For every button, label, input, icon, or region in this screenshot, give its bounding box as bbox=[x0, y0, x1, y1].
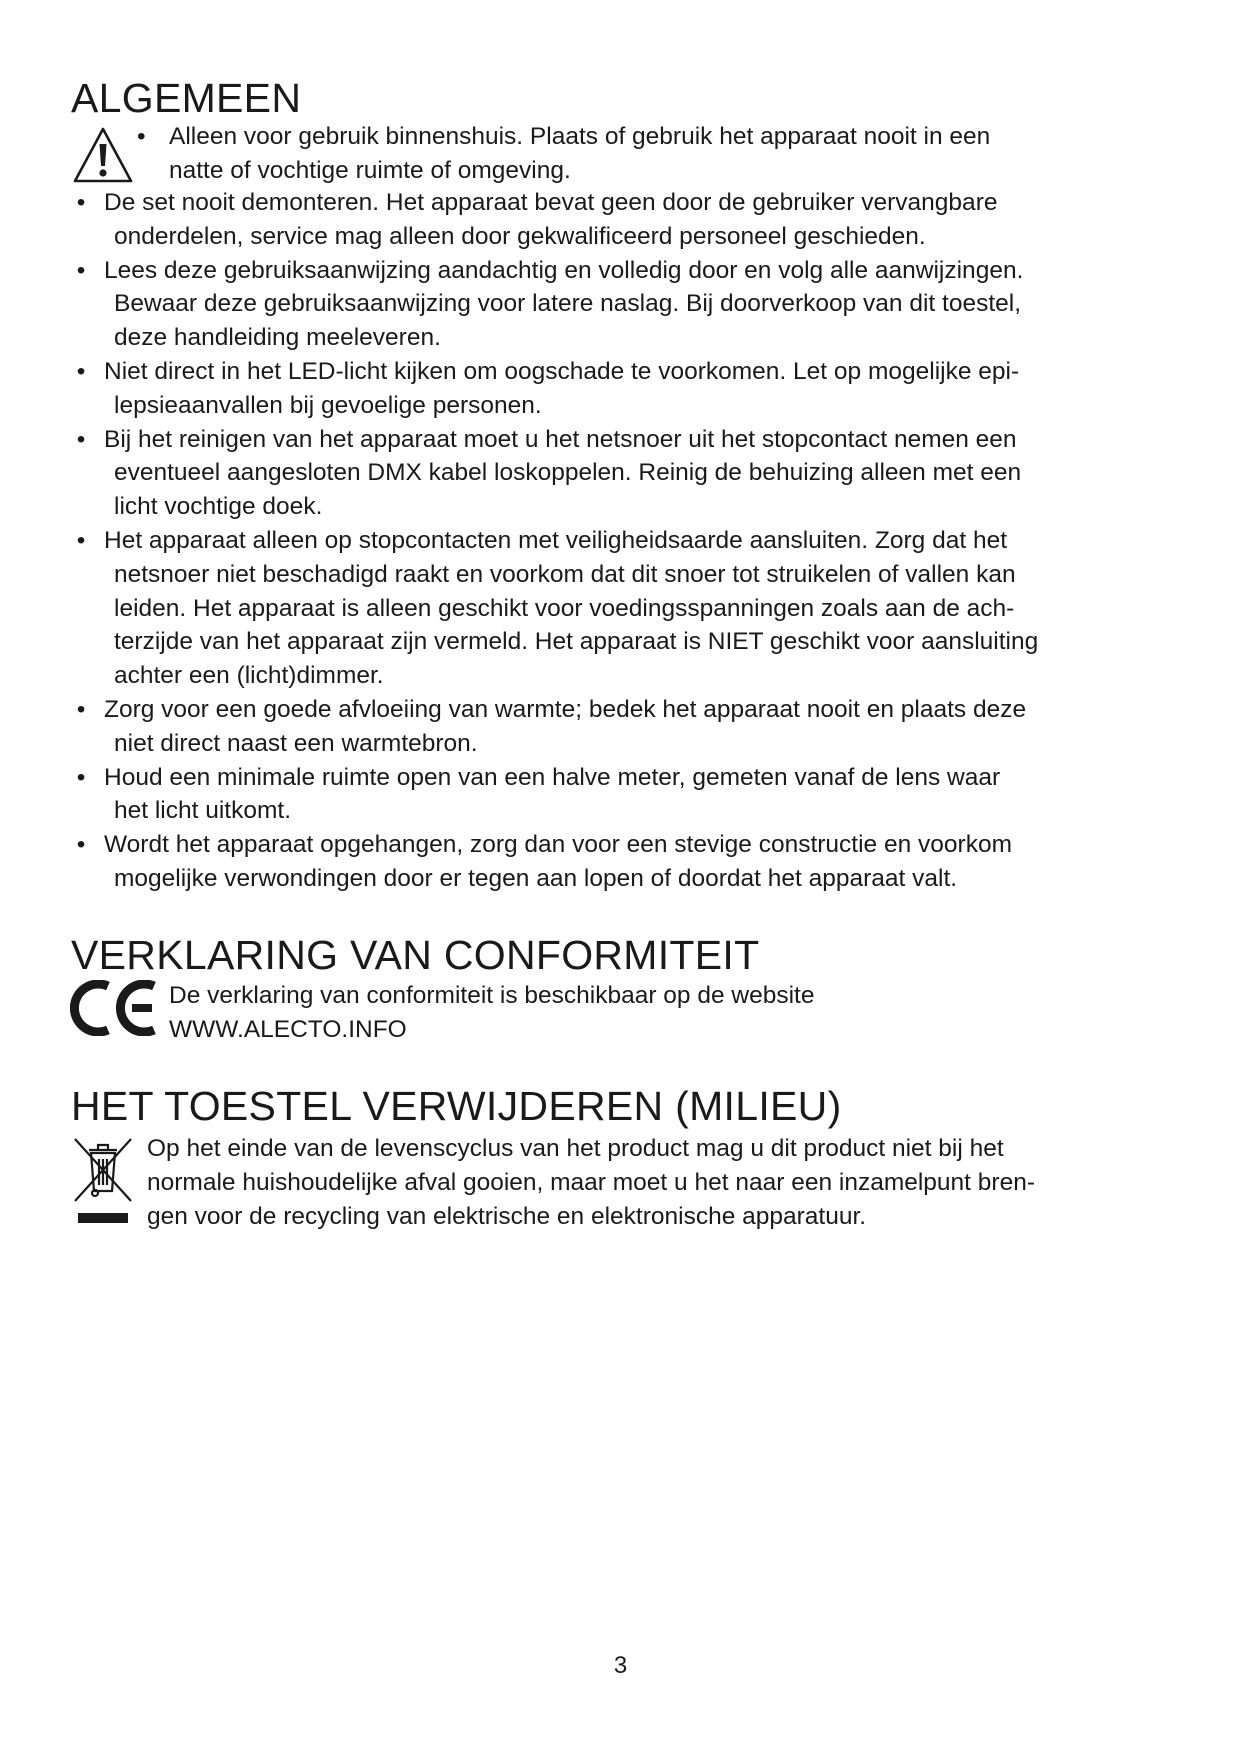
list-item-line: lepsieaanvallen bij gevoelige personen. bbox=[114, 391, 542, 419]
list-item-line: Bewaar deze gebruiksaanwijzing voor latere naslag. Bij doorverkoop van dit toestel, bbox=[114, 290, 1022, 318]
environment-text bbox=[147, 1132, 1187, 1233]
list-item-line: leiden. Het apparaat is alleen geschikt voor voedingsspanningen zoals aan de ach- bbox=[114, 594, 1015, 622]
list-item bbox=[71, 355, 1191, 423]
bullet: • bbox=[76, 425, 86, 453]
list-item-line: niet direct naast een warmtebron. bbox=[114, 729, 478, 757]
warning-triangle-icon bbox=[72, 126, 134, 184]
list-item-line: De set nooit demonteren. Het apparaat bevat geen door de gebruiker vervangbare bbox=[104, 189, 998, 216]
website-text: WWW.ALECTO.INFO bbox=[169, 1015, 407, 1043]
conformity-line: De verklaring van conformiteit is beschikbaar op de website bbox=[169, 982, 815, 1009]
list-item-line: eventueel aangesloten DMX kabel loskoppelen. Reinig de behuizing alleen met een bbox=[114, 459, 1022, 487]
list-item-line: het licht uitkomt. bbox=[114, 797, 292, 825]
list-item bbox=[71, 423, 1191, 524]
list-item-line: Lees deze gebruiksaanwijzing aandachtig en volledig door en volg alle aanwijzingen. bbox=[104, 256, 1024, 284]
list-item bbox=[71, 693, 1191, 761]
ce-mark-icon bbox=[70, 980, 158, 1036]
list-item-line: mogelijke verwondingen door er tegen aan lopen of doordat het apparaat valt. bbox=[114, 864, 958, 892]
warning-list-item bbox=[137, 120, 1137, 188]
section-title-environment: HET TOESTEL VERWIJDEREN (MILIEU) bbox=[71, 1083, 842, 1129]
bullet: • bbox=[76, 831, 86, 859]
bullet: • bbox=[76, 189, 86, 216]
list-item-line: licht vochtige doek. bbox=[114, 493, 323, 521]
conformity-text bbox=[169, 979, 1069, 1047]
list-item-line: Zorg voor een goede afvloeiing van warmte; bedek het apparaat nooit en plaats deze bbox=[104, 695, 1027, 723]
bullet: • bbox=[76, 526, 86, 554]
list-item-line: Het apparaat alleen op stopcontacten met veiligheidsaarde aansluiten. Zorg dat het bbox=[104, 526, 1008, 554]
warning-item-line: Alleen voor gebruik binnenshuis. Plaats of gebruik het apparaat nooit in een bbox=[169, 123, 991, 150]
bullet: • bbox=[76, 256, 86, 284]
list-item bbox=[71, 828, 1191, 896]
list-item-line: onderdelen, service mag alleen door gekwalificeerd personeel geschieden. bbox=[114, 222, 926, 250]
environment-line: normale huishoudelijke afval gooien, maar moet u het naar een inzamelpunt bren- bbox=[147, 1168, 1035, 1196]
list-item-line: Wordt het apparaat opgehangen, zorg dan voor een stevige constructie en voorkom bbox=[104, 831, 1012, 859]
section-title-conformity: VERKLARING VAN CONFORMITEIT bbox=[71, 932, 760, 978]
list-item-line: deze handleiding meeleveren. bbox=[114, 324, 441, 352]
list-item-line: terzijde van het apparaat zijn vermeld. Het apparaat is NIET geschikt voor aansluiting bbox=[114, 628, 1039, 656]
crossed-out-bin-icon bbox=[71, 1135, 135, 1227]
warning-item-line: natte of vochtige ruimte of omgeving. bbox=[169, 156, 571, 184]
environment-line: Op het einde van de levenscyclus van het product mag u dit product niet bij het bbox=[147, 1135, 1004, 1162]
list-item-line: netsnoer niet beschadigd raakt en voorkom dat dit snoer tot struikelen of vallen kan bbox=[114, 560, 1016, 588]
page-number: 3 bbox=[613, 1652, 628, 1679]
list-item-line: Niet direct in het LED-licht kijken om oogschade te voorkomen. Let op mogelijke epi- bbox=[104, 357, 1020, 385]
list-item-line: Houd een minimale ruimte open van een halve meter, gemeten vanaf de lens waar bbox=[104, 763, 1001, 791]
list-item bbox=[71, 186, 1191, 254]
environment-line: gen voor de recycling van elektrische en elektronische apparatuur. bbox=[147, 1202, 867, 1230]
list-item-line: achter een (licht)dimmer. bbox=[114, 662, 384, 690]
bullet: • bbox=[76, 357, 86, 385]
section-title-general: ALGEMEEN bbox=[71, 75, 302, 121]
list-item-line: Bij het reinigen van het apparaat moet u het netsnoer uit het stopcontact nemen een bbox=[104, 425, 1017, 453]
bullet: • bbox=[76, 695, 86, 723]
general-bullet-list bbox=[71, 186, 1191, 896]
list-item bbox=[71, 761, 1191, 829]
list-item bbox=[71, 254, 1191, 355]
list-item bbox=[71, 524, 1191, 693]
bullet: • bbox=[137, 123, 146, 150]
bullet: • bbox=[76, 763, 86, 791]
